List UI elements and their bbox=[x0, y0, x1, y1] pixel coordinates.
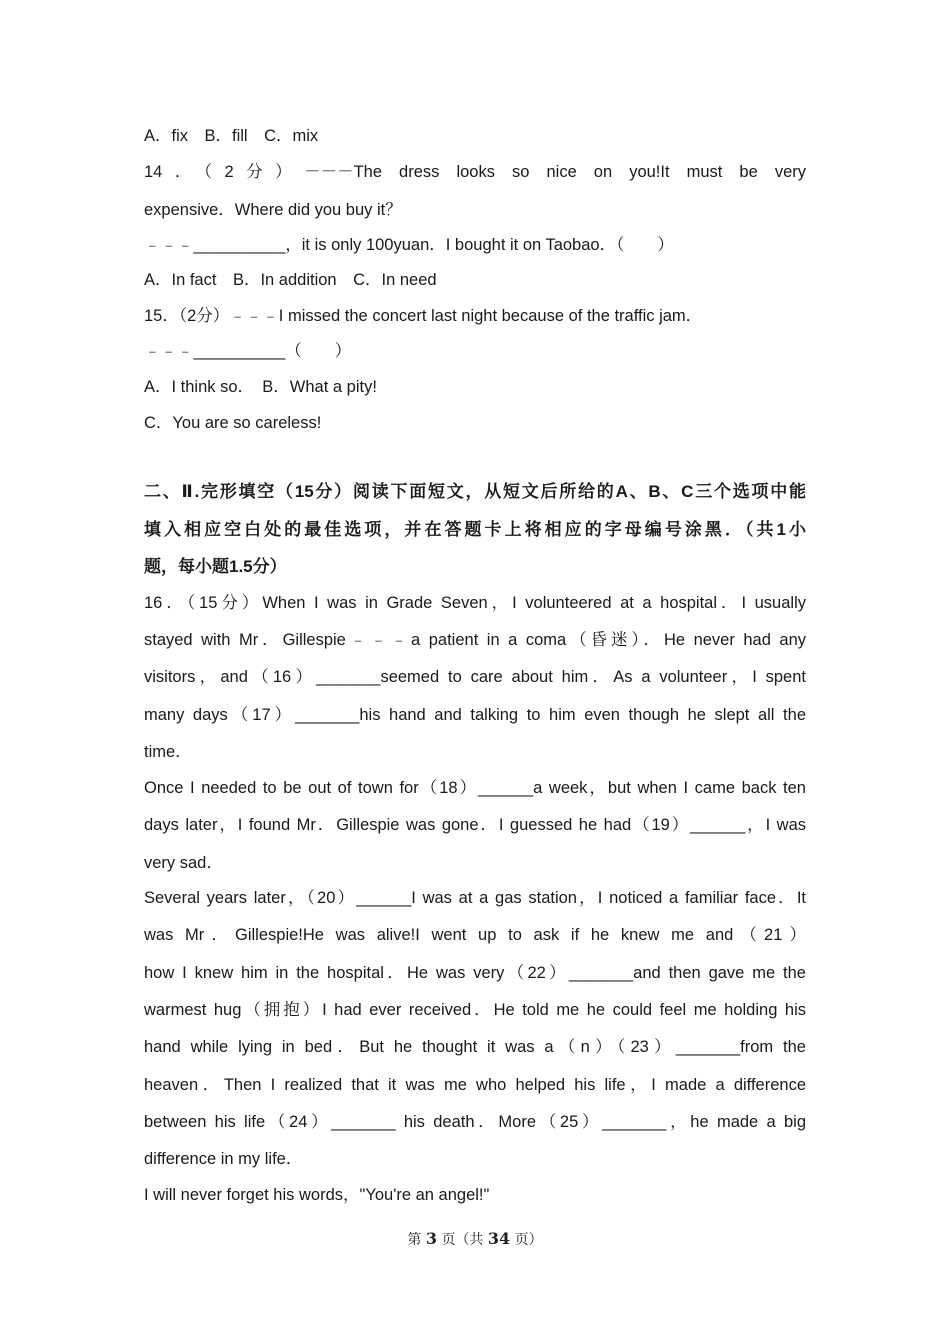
passage-line-11: how I knew him in the hospital．He was very（22）_______and then gave me the bbox=[144, 964, 806, 982]
q14-line-3: ﹣﹣﹣__________，it is only 100yuan．I bought it on Taobao．（ ） bbox=[144, 236, 674, 254]
passage-line-12: warmest hug（拥抱）I had ever received．He told me he could feel me holding his bbox=[144, 1001, 806, 1019]
page-footer bbox=[0, 1229, 950, 1249]
passage-line-13: hand while lying in bed．But he thought it was a（n）（23）_______from the bbox=[144, 1038, 806, 1056]
footer-page-number: 3 bbox=[425, 1229, 437, 1248]
q13-options: A．fix B．fill C．mix bbox=[144, 127, 319, 145]
passage-line-1: 16．（15分）When I was in Grade Seven，I volunteered at a hospital．I usually bbox=[144, 594, 806, 612]
q15-options-ab: A．I think so． B．What a pity! bbox=[144, 378, 377, 396]
passage-line-8: very sad． bbox=[144, 854, 223, 872]
q14-options: A．In fact B．In addition C．In need bbox=[144, 271, 437, 289]
section-heading-line-3: 题，每小题1.5分） bbox=[144, 557, 287, 576]
passage-line-7: days later，I found Mr．Gillespie was gone．I guessed he had（19）______，I was bbox=[144, 816, 806, 834]
q15-line-1: 15．（2分）﹣﹣﹣I missed the concert last night because of the traffic jam． bbox=[144, 307, 703, 325]
section-heading-line-1: 二、Ⅱ.完形填空（15分）阅读下面短文，从短文后所给的A、B、C三个选项中能 bbox=[144, 482, 806, 501]
footer-prefix: 第 bbox=[407, 1232, 422, 1248]
passage-line-2: stayed with Mr．Gillespie﹣﹣﹣a patient in a coma（昏迷）．He never had any bbox=[144, 631, 806, 649]
passage-line-14: heaven．Then I realized that it was me who helped his life，I made a difference bbox=[144, 1076, 806, 1094]
footer-suffix: 页） bbox=[514, 1232, 543, 1248]
q15-option-c: C．You are so careless! bbox=[144, 414, 322, 432]
passage-line-3: visitors，and（16）_______seemed to care about him．As a volunteer，I spent bbox=[144, 668, 806, 686]
q14-line-2: expensive．Where did you buy it？ bbox=[144, 201, 402, 219]
passage-line-17: I will never forget his words，"You're an angel!" bbox=[144, 1186, 490, 1204]
passage-line-10: was Mr．Gillespie!He was alive!I went up to ask if he knew me and（21） bbox=[144, 926, 806, 944]
q14-line-1: 14．（2分）－－－The dress looks so nice on you!It must be very bbox=[144, 163, 806, 181]
passage-line-4: many days（17）_______his hand and talking to him even though he slept all the bbox=[144, 706, 806, 724]
footer-total-pages: 34 bbox=[487, 1229, 511, 1248]
passage-line-9: Several years later，（20）______I was at a gas station，I noticed a familiar face．It bbox=[144, 889, 806, 907]
footer-middle: 页（共 bbox=[441, 1232, 484, 1248]
passage-line-16: difference in my life． bbox=[144, 1150, 303, 1168]
passage-line-15: between his life（24）_______ his death．More（25）_______，he made a big bbox=[144, 1113, 806, 1131]
passage-line-5: time． bbox=[144, 743, 192, 761]
section-heading-line-2: 填入相应空白处的最佳选项，并在答题卡上将相应的字母编号涂黑．（共1小 bbox=[144, 520, 806, 539]
passage-line-6: Once I needed to be out of town for（18）______a week，but when I came back ten bbox=[144, 779, 806, 797]
q15-line-2: ﹣﹣﹣__________（ ） bbox=[144, 342, 352, 360]
